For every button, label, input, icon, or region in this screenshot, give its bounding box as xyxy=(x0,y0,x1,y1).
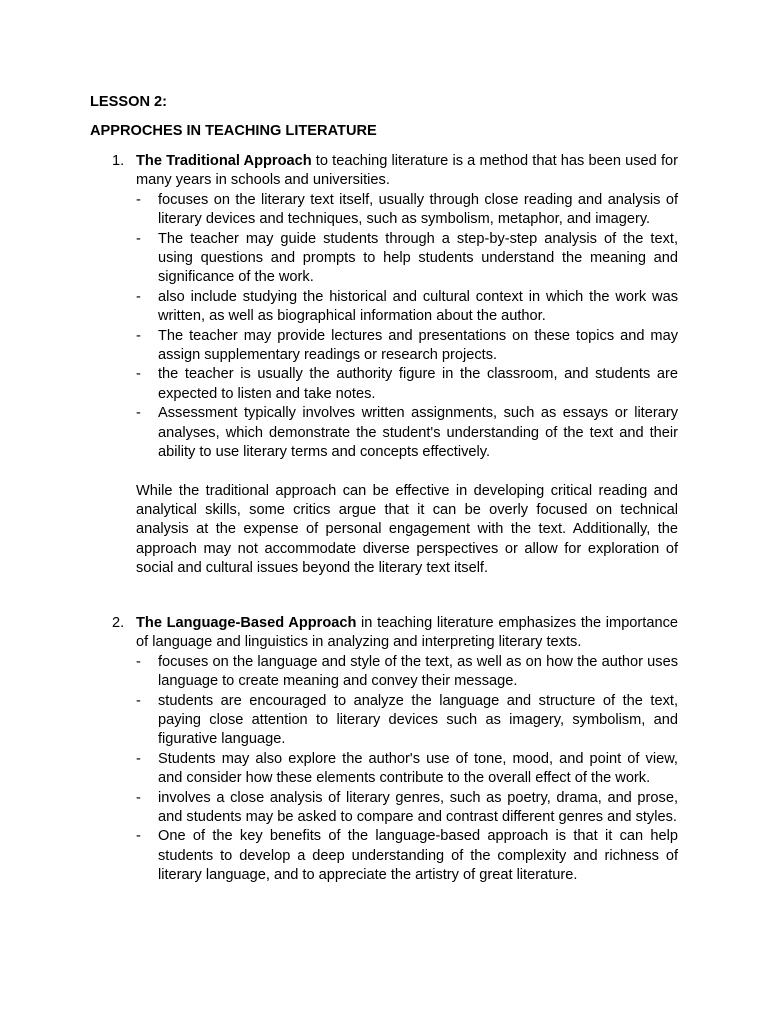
list-item-text: focuses on the language and style of the text, as well as on how the author uses language to create meaning and convey their message. xyxy=(158,653,678,690)
section-language-based-approach xyxy=(112,614,678,886)
section-intro xyxy=(136,152,678,191)
dash-bullet: - xyxy=(136,692,141,709)
list-item-text: One of the key benefits of the language-based approach is that it can help students to develop a deep understanding of the complexity and richness of literary language, and to appreciate the artistry of great literature. xyxy=(158,828,678,884)
dash-bullet: - xyxy=(136,327,141,344)
list-item-text: involves a close analysis of literary genres, such as poetry, drama, and prose, and students may be asked to compare and contrast different genres and styles. xyxy=(158,789,678,826)
section-intro xyxy=(136,614,678,653)
dash-bullet: - xyxy=(136,750,141,767)
dash-bullet: - xyxy=(136,191,141,208)
dash-bullet: - xyxy=(136,230,141,247)
dash-bullet: - xyxy=(136,828,141,845)
document-title: APPROCHES IN TEACHING LITERATURE xyxy=(90,123,377,139)
list-item-text: Assessment typically involves written assignments, such as essays or literary analyses, which demonstrate the student's understanding of the text and their ability to use literary terms and concepts effectively. xyxy=(158,405,678,461)
list-item xyxy=(136,191,678,230)
list-item xyxy=(136,750,678,789)
list-item-text: The teacher may provide lectures and presentations on these topics and may assign supplementary readings or research projects. xyxy=(158,327,678,364)
section-intro-text: to teaching literature is a method that has been used for many years in schools and universities. xyxy=(136,153,678,189)
list-item xyxy=(136,827,678,885)
bullet-list xyxy=(136,191,678,463)
list-item-text: students are encouraged to analyze the language and structure of the text, paying close attention to literary devices such as imagery, symbolism, and figurative language. xyxy=(158,692,678,748)
dash-bullet: - xyxy=(136,405,141,422)
bullet-list xyxy=(136,653,678,886)
section-traditional-approach xyxy=(112,152,678,579)
list-item xyxy=(136,288,678,327)
section-number: 2. xyxy=(112,615,125,631)
list-item-text: Students may also explore the author's use of tone, mood, and point of view, and consider how these elements contribute to the overall effect of the work. xyxy=(158,750,678,787)
list-item-text: focuses on the literary text itself, usually through close reading and analysis of literary devices and techniques, such as symbolism, metaphor, and imagery. xyxy=(158,191,678,228)
list-item xyxy=(136,692,678,750)
section-term: The Language-Based Approach xyxy=(136,615,357,631)
closing-paragraph: While the traditional approach can be effective in developing critical reading and analytical skills, some critics argue that it can be overly focused on technical analysis at the expense of personal engagement with the text. Additionally, the approach may not accommodate diverse perspectives or allow for exploration of social and cultural issues beyond the literary text itself. xyxy=(136,482,678,577)
section-intro-text: in teaching literature emphasizes the importance of language and linguistics in analyzing and interpreting literary texts. xyxy=(136,615,678,651)
section-number: 1. xyxy=(112,153,125,169)
section-term: The Traditional Approach xyxy=(136,153,312,169)
section-body xyxy=(136,614,678,886)
list-item-text: the teacher is usually the authority figure in the classroom, and students are expected to listen and take notes. xyxy=(158,366,678,402)
dash-bullet: - xyxy=(136,288,141,305)
list-item-text: also include studying the historical and cultural context in which the work was written, as well as biographical information about the author. xyxy=(158,288,678,325)
list-item xyxy=(136,653,678,692)
list-item xyxy=(136,230,678,288)
section-body xyxy=(136,152,678,579)
dash-bullet: - xyxy=(136,653,141,670)
list-item xyxy=(136,789,678,828)
list-item-text: The teacher may guide students through a step-by-step analysis of the text, using questions and prompts to help students understand the meaning and significance of the work. xyxy=(158,230,678,286)
list-item xyxy=(136,404,678,462)
list-item xyxy=(136,365,678,404)
dash-bullet: - xyxy=(136,789,141,806)
dash-bullet: - xyxy=(136,366,141,383)
lesson-label: LESSON 2: xyxy=(90,94,168,110)
list-item xyxy=(136,327,678,366)
